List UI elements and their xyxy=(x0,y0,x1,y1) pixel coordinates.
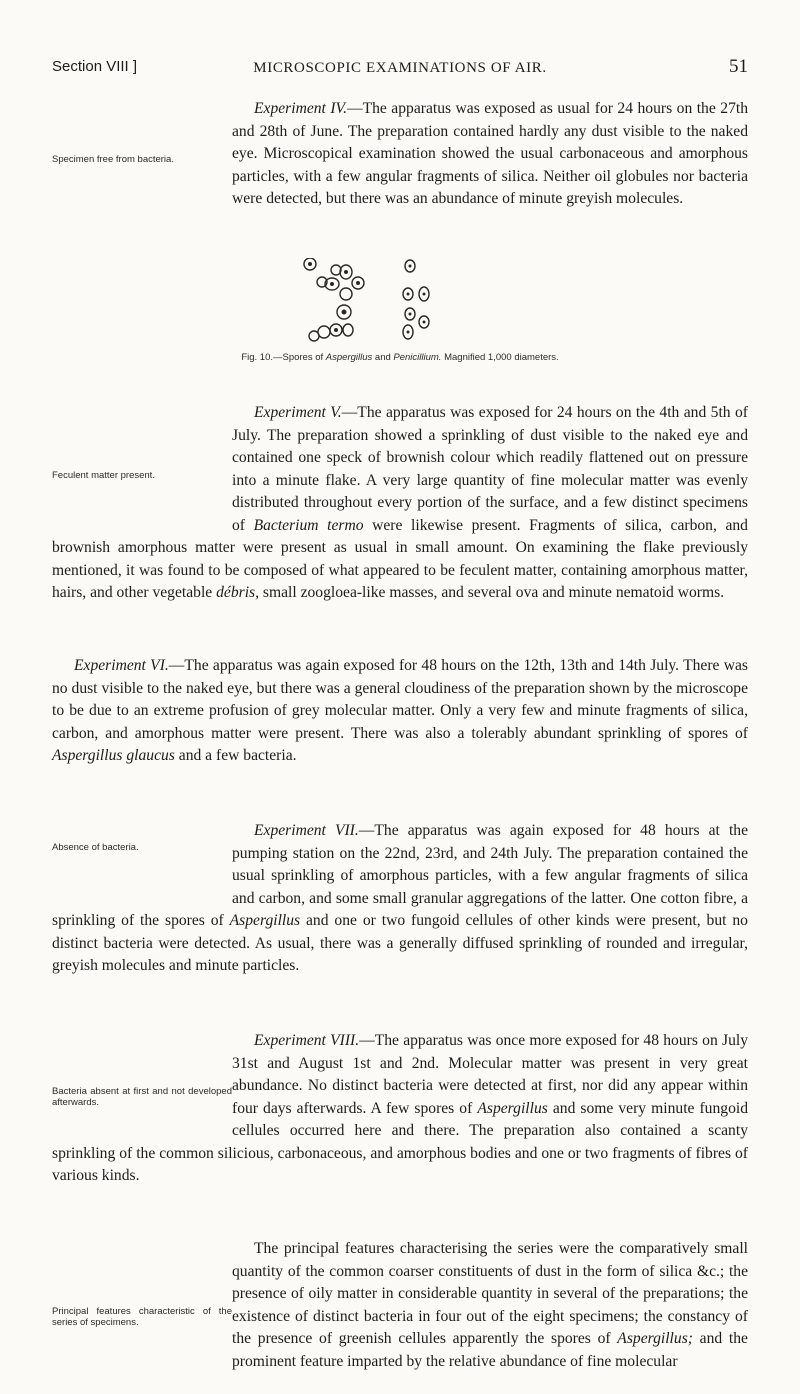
figure-caption: Fig. 10.—Spores of Aspergillus and Penicillium. Magnified 1,000 diameters. xyxy=(241,352,559,363)
experiment-7-label: Experiment VII. xyxy=(254,822,359,839)
experiment-4-paragraph xyxy=(52,98,748,211)
sidenote-specimen-free: Specimen free from bacteria. xyxy=(52,154,174,165)
running-header xyxy=(52,54,748,84)
running-title: MICROSCOPIC EXAMINATIONS OF AIR. xyxy=(253,60,547,76)
experiment-4-label: Experiment IV. xyxy=(254,100,347,117)
experiment-8-paragraph: Bacteria absent at first and not developed afterwards. Experiment VIII.—The apparatus was once more exposed for 48 hours on July 31st and August 1st and 2nd. Molecular matter was present in very great abundance. No distinct bacteria were detected at first, nor did any appear within four days afterwards. A few spores of Aspergillus and some very minute fungoid cellules occurred here and there. The preparation also contained a scanty sprinkling of the common silicious, carbonaceous, and amorphous bodies and one or two fragments of fibres of various kinds. xyxy=(52,1032,748,1184)
summary-paragraph: Principal features characteristic of the series of specimens. The principal features characterising the series were the comparatively small quantity of the common coarser constituents of dust in the form of silica &c.; the presence of oily matter in considerable quantity in several of the preparations; the existence of distinct bacteria in four out of the eight specimens; the constancy of the presence of greenish cellules apparently the spores of Aspergillus; and the prominent feature imparted by the relative abundance of fine molecular xyxy=(52,1240,748,1370)
spores-illustration xyxy=(300,258,500,348)
section-label: Section VIII ] xyxy=(52,58,138,75)
sidenote-bacteria-absent: Bacteria absent at first and not developed afterwards. xyxy=(52,1086,232,1108)
experiment-8-label: Experiment VIII. xyxy=(254,1032,360,1049)
experiment-7-paragraph: Absence of bacteria. Experiment VII.—The apparatus was again exposed for 48 hours at the pumping station on the 22nd, 23rd, and 24th July. The preparation contained the usual sprinkling of amorphous particles, with a few angular fragments of silica and carbon, and some small granular aggregations of the latter. One cotton fibre, a sprinkling of the spores of Aspergillus and one or two fungoid cellules of other kinds were present, but no distinct bacteria were detected. As usual, there was a generally diffused sprinkling of rounded and irregular, greyish molecules and minute particles. xyxy=(52,822,748,974)
sidenote-absence-bacteria: Absence of bacteria. xyxy=(52,842,139,853)
experiment-6-label: Experiment VI. xyxy=(74,657,169,674)
experiment-5-paragraph: Feculent matter present. Experiment V.—The apparatus was exposed for 24 hours on the 4th and 5th of July. The preparation showed a sprinkling of dust visible to the naked eye and contained one speck of brownish colour which readily flattened out on pressure into a minute flake. A very large quantity of fine molecular matter was evenly distributed throughout every portion of the surface, and a few distinct specimens of Bacterium termo were likewise present. Fragments of silica, carbon, and brownish amorphous matter were present as usual in small amount. On examining the flake previously mentioned, it was found to be composed of what appeared to be feculent matter, containing amorphous matter, hairs, and other vegetable débris, small zoogloea-like masses, and several ova and minute nematoid worms. xyxy=(52,404,748,601)
sidenote-principal-features: Principal features characteristic of the series of specimens. xyxy=(52,1306,232,1328)
figure-10 xyxy=(0,258,800,368)
sidenote-feculent: Feculent matter present. xyxy=(52,470,155,481)
page-number: 51 xyxy=(729,56,748,77)
experiment-5-label: Experiment V. xyxy=(254,404,342,421)
experiment-6-paragraph: Experiment VI.—The apparatus was again exposed for 48 hours on the 12th, 13th and 14th July. There was no dust visible to the naked eye, but there was a general cloudiness of the preparation shown by the microscope to be due to an extreme profusion of grey molecular matter. Only a very few and minute fragments of silica, carbon, and amorphous matter were present. There was also a tolerably abundant sprinkling of spores of Aspergillus glaucus and a few bacteria. xyxy=(52,657,748,764)
experiment-4-text: —The apparatus was exposed as usual for 24 hours on the 27th and 28th of June. The preparation contained hardly any dust visible to the naked eye. Microscopical examination showed the usual carbonaceous and amorphous particles, with a few angular fragments of silica. Neither oil globules nor bacteria were detected, but there was an abundance of minute greyish molecules. xyxy=(232,100,748,207)
